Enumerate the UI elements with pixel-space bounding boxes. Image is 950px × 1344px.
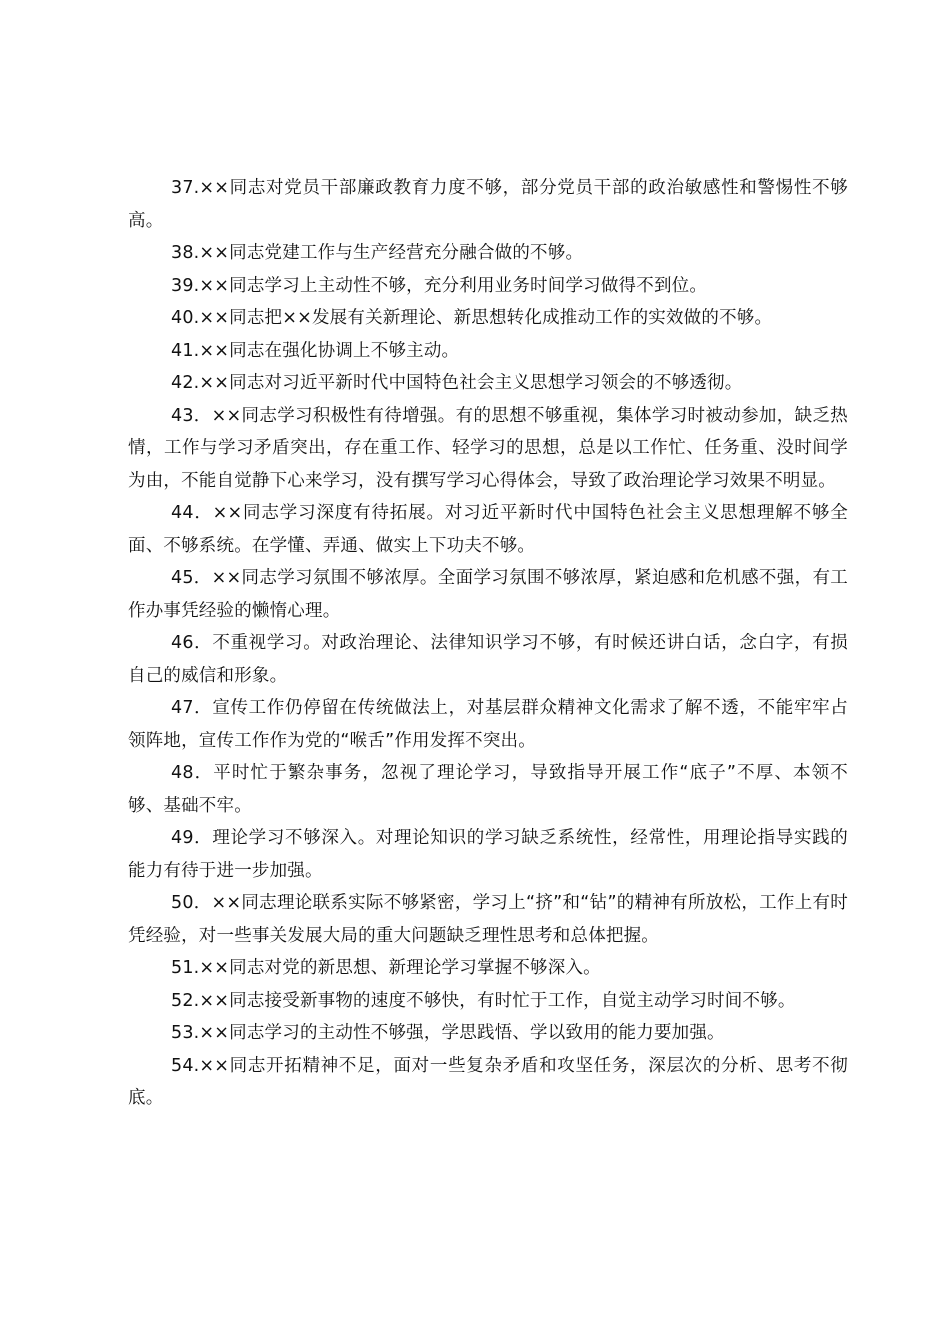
paragraph-item-49: 49．理论学习不够深入。对理论知识的学习缺乏系统性，经常性，用理论指导实践的能力有待于进一步加强。 [128,828,848,881]
paragraph-item-41: 41.××同志在强化协调上不够主动。 [171,340,460,361]
paragraph-item-54: 54.××同志开拓精神不足，面对一些复杂矛盾和攻坚任务，深层次的分析、思考不彻底。 [128,1055,848,1108]
paragraph-item-47: 47．宣传工作仍停留在传统做法上，对基层群众精神文化需求了解不透，不能牢牢占领阵地，宣传工作作为党的“喉舌”作用发挥不突出。 [128,698,848,751]
paragraph-item-53: 53.××同志学习的主动性不够强，学思践悟、学以致用的能力要加强。 [171,1023,725,1043]
document-body [128,172,848,1115]
paragraph-item-38: 38.××同志党建工作与生产经营充分融合做的不够。 [171,243,584,263]
paragraph-item-44: 44．××同志学习深度有待拓展。对习近平新时代中国特色社会主义思想理解不够全面、不够系统。在学懂、弄通、做实上下功夫不够。 [128,503,848,556]
paragraph-item-39: 39.××同志学习上主动性不够，充分利用业务时间学习做得不到位。 [171,275,708,296]
paragraph-item-42: 42.××同志对习近平新时代中国特色社会主义思想学习领会的不够透彻。 [171,373,743,393]
paragraph-item-45: 45．××同志学习氛围不够浓厚。全面学习氛围不够浓厚，紧迫感和危机感不强，有工作办事凭经验的懒惰心理。 [128,568,848,621]
paragraph-item-52: 52.××同志接受新事物的速度不够快，有时忙于工作，自觉主动学习时间不够。 [171,990,796,1011]
paragraph-item-37: 37.××同志对党员干部廉政教育力度不够，部分党员干部的政治敏感性和警惕性不够高。 [128,178,848,231]
paragraph-item-48: 48．平时忙于繁杂事务，忽视了理论学习，导致指导开展工作“底子”不厚、本领不够、基础不牢。 [128,763,848,816]
paragraph-item-51: 51.××同志对党的新思想、新理论学习掌握不够深入。 [171,958,601,978]
paragraph-item-43: 43．××同志学习积极性有待增强。有的思想不够重视，集体学习时被动参加，缺乏热情，工作与学习矛盾突出，存在重工作、轻学习的思想，总是以工作忙、任务重、没时间学为由，不能自觉静下心来学习，没有撰写学习心得体会，导致了政治理论学习效果不明显。 [128,405,848,491]
paragraph-item-50: 50．××同志理论联系实际不够紧密，学习上“挤”和“钻”的精神有所放松，工作上有时凭经验，对一些事关发展大局的重大问题缺乏理性思考和总体把握。 [128,893,848,946]
paragraph-item-40: 40.××同志把××发展有关新理论、新思想转化成推动工作的实效做的不够。 [171,308,773,328]
paragraph-item-46: 46．不重视学习。对政治理论、法律知识学习不够，有时候还讲白话，念白字，有损自己的威信和形象。 [128,633,848,686]
